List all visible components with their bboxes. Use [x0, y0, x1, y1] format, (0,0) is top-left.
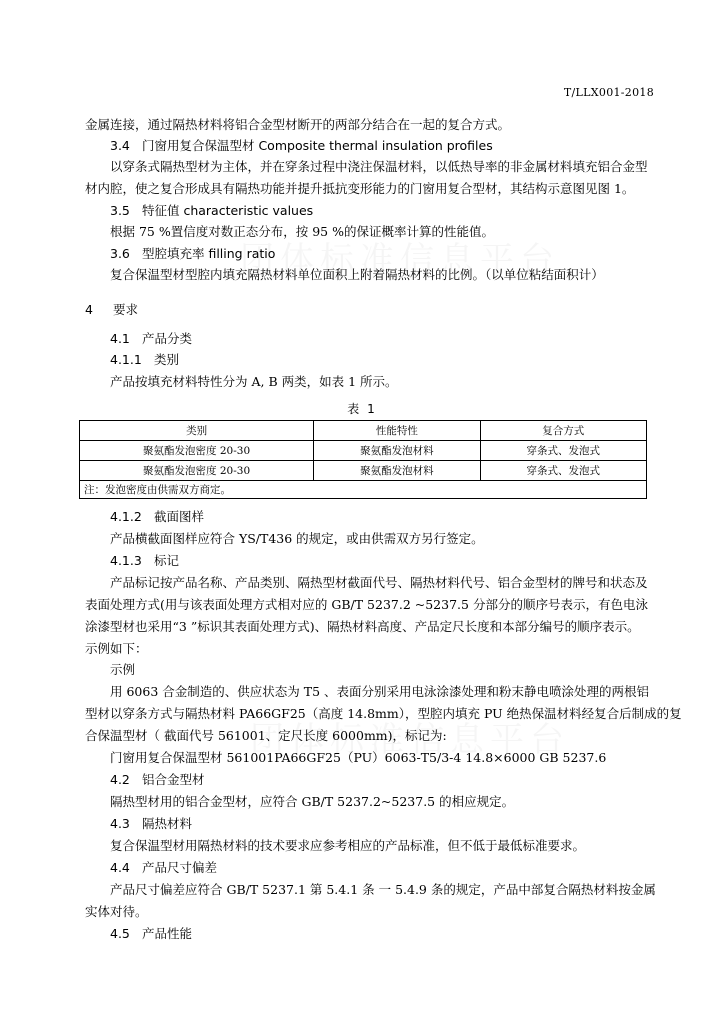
- paragraph: 产品标记按产品名称、产品类别、隔热型材截面代号、隔热材料代号、铝合金型材的牌号和状态及: [110, 575, 648, 590]
- paragraph: 合保温型材（ 截面代号 561001、定尺长度 6000mm)，标记为:: [85, 728, 447, 743]
- section-heading-4-2: [110, 772, 205, 787]
- section-title: 产品性能: [141, 926, 192, 941]
- section-number: 3.4: [110, 138, 130, 153]
- table-cell: 穿条式、发泡式: [480, 461, 646, 481]
- table-header-row: [80, 421, 647, 441]
- section-title: 产品尺寸偏差: [141, 860, 217, 875]
- example-label: 示例: [110, 662, 136, 677]
- section-heading-4-1: [110, 331, 192, 346]
- paragraph: 实体对待。: [85, 904, 148, 919]
- table-cell: 聚氨酯发泡密度 20-30: [80, 441, 314, 461]
- section-title: 类别: [153, 352, 179, 367]
- section-number: 4.1.2: [110, 509, 142, 524]
- example-mark: 门窗用复合保温型材 561001PA66GF25（PU）6063-T5/3-4 14.8×6000 GB 5237.6: [110, 750, 607, 765]
- section-heading-4-5: [110, 926, 192, 941]
- paragraph: 型材以穿条方式与隔热材料 PA66GF25（高度 14.8mm），型腔内填充 PU 绝热保温材料经复合后制成的复: [85, 706, 682, 721]
- section-title: 隔热材料: [141, 816, 192, 831]
- table-cell: 穿条式、发泡式: [480, 441, 646, 461]
- section-title: 铝合金型材: [141, 772, 205, 787]
- table-header-cell: 复合方式: [480, 421, 646, 441]
- section-heading-4-1-1: [110, 352, 179, 367]
- paragraph: 复合保温型材用隔热材料的技术要求应参考相应的产品标准，但不低于最低标准要求。: [110, 838, 586, 853]
- table-title: 表 1: [347, 402, 377, 416]
- paragraph: 金属连接，通过隔热材料将铝合金型材断开的两部分结合在一起的复合方式。: [85, 117, 511, 132]
- paragraph: 以穿条式隔热型材为主体，并在穿条过程中浇注保温材料，以低热导率的非金属材料填充铝合金型: [110, 159, 648, 174]
- table-cell: 聚氨酯发泡材料: [314, 441, 480, 461]
- document-code: T/LLX001-2018: [563, 86, 654, 99]
- table-note: 注：发泡密度由供需双方商定。: [80, 481, 647, 499]
- section-heading-3-4: [110, 138, 493, 153]
- section-number: 4.3: [110, 816, 130, 831]
- table-cell: 聚氨酯发泡密度 20-30: [80, 461, 314, 481]
- table-header-cell: 性能特性: [314, 421, 480, 441]
- section-heading-4-3: [110, 816, 192, 831]
- section-heading-4-4: [110, 860, 217, 875]
- section-heading-3-6: [110, 246, 275, 261]
- section-number: 4.4: [110, 860, 130, 875]
- paragraph: 复合保温型材型腔内填充隔热材料单位面积上附着隔热材料的比例。（以单位粘结面积计）: [110, 267, 604, 282]
- paragraph: 根据 75 %置信度对数正态分布，按 95 %的保证概率计算的性能值。: [110, 224, 494, 239]
- section-title: 特征值 characteristic values: [141, 203, 314, 218]
- section-number: 3.5: [110, 203, 130, 218]
- table-1: [79, 420, 647, 499]
- paragraph: 材内腔，使之复合形成具有隔热功能并提升抵抗变形能力的门窗用复合型材，其结构示意图见图 1。: [85, 181, 635, 196]
- section-title: 产品分类: [141, 331, 192, 346]
- table-header-cell: 类别: [80, 421, 314, 441]
- table-cell: 聚氨酯发泡材料: [314, 461, 480, 481]
- table-row: [80, 441, 647, 461]
- paragraph: 产品横截面图样应符合 YS/T436 的规定，或由供需双方另行签定。: [110, 531, 484, 546]
- section-number: 4.1: [110, 331, 130, 346]
- section-heading-3-5: [110, 203, 313, 218]
- section-number: 3.6: [110, 246, 130, 261]
- paragraph: 产品按填充材料特性分为 A, B 两类，如表 1 所示。: [110, 374, 398, 389]
- section-number: 4.2: [110, 772, 130, 787]
- section-title: 型腔填充率 filling ratio: [141, 246, 276, 261]
- section-heading-4: [85, 300, 138, 318]
- paragraph: 表面处理方式(用与该表面处理方式相对应的 GB/T 5237.2 ~5237.5 分部分的顺序号表示，有色电泳: [85, 597, 648, 612]
- section-number: 4.1.3: [110, 553, 142, 568]
- section-heading-4-1-2: [110, 509, 204, 524]
- paragraph: 涂漆型材也采用“3 ”标识其表面处理方式)、隔热材料高度、产品定尺长度和本部分编号的顺序表示。: [85, 619, 640, 634]
- paragraph: 示例如下：: [85, 641, 148, 656]
- section-title: 标记: [153, 553, 179, 568]
- paragraph: 隔热型材用的铝合金型材，应符合 GB/T 5237.2~5237.5 的相应规定。: [110, 794, 515, 809]
- section-number: 4.1.1: [110, 352, 142, 367]
- section-number: 4.5: [110, 926, 130, 941]
- paragraph: 用 6063 合金制造的、供应状态为 T5 、表面分别采用电泳涂漆处理和粉末静电喷涂处理的两根铝: [110, 684, 649, 699]
- section-title: 门窗用复合保温型材 Composite thermal insulation profiles: [141, 138, 493, 153]
- paragraph: 产品尺寸偏差应符合 GB/T 5237.1 第 5.4.1 条 一 5.4.9 条的规定，产品中部复合隔热材料按金属: [110, 882, 656, 897]
- section-heading-4-1-3: [110, 553, 179, 568]
- table-note-row: [80, 481, 647, 499]
- table-row: [80, 461, 647, 481]
- section-title: 截面图样: [153, 509, 204, 524]
- section-title: 要求: [112, 302, 138, 317]
- section-number: 4: [85, 302, 93, 317]
